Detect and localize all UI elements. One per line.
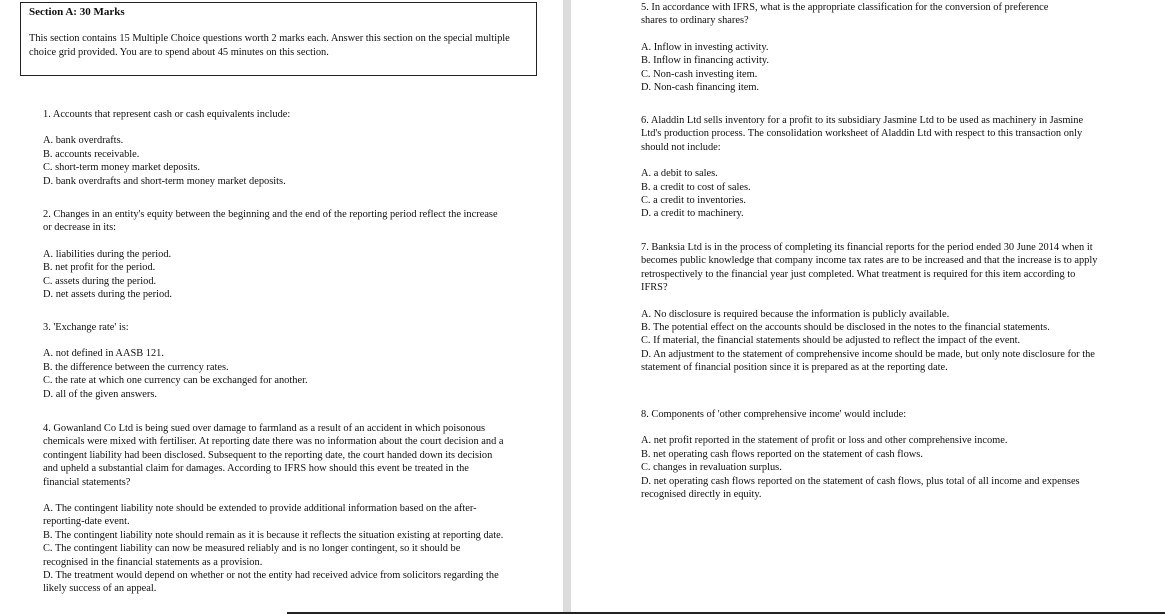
option-a: A. No disclosure is required because the information is publicly available. [641,308,950,320]
option-c: C. assets during the period. [43,275,157,287]
option-a: A. liabilities during the period. [43,248,172,260]
question-options [43,502,505,596]
option-b: B. net operating cash flows reported on the statement of cash flows. [641,448,923,460]
page-gutter [563,0,571,614]
question-options [641,41,1061,95]
question-3 [43,321,513,401]
question-options [641,434,1101,501]
option-b: B. The potential effect on the accounts should be disclosed in the notes to the financial statements. [641,322,1050,334]
option-d: D. Non-cash financing item. [641,82,760,94]
question-stem: 2. Changes in an entity's equity between the beginning and the end of the reporting period reflect the increase or decrease in its: [43,209,498,234]
question-1 [43,108,513,188]
question-8 [641,408,1101,501]
option-a: A. a debit to sales. [641,168,718,180]
section-title: Section A: 30 Marks [29,6,125,18]
question-stem: 8. Components of 'other comprehensive income' would include: [641,409,907,420]
option-c: C. changes in revaluation surplus. [641,462,782,474]
question-options [641,308,1101,375]
question-5 [641,1,1061,94]
option-d: D. An adjustment to the statement of comprehensive income should be made, but only note disclosure for the statement of financial position since it is prepared as at the reporting date. [641,348,1095,374]
question-options [43,248,505,302]
option-b: B. net profit for the period. [43,262,156,274]
option-d: D. a credit to machinery. [641,208,744,220]
option-b: B. the difference between the currency rates. [43,361,229,373]
option-d: D. all of the given answers. [43,388,157,400]
option-a: A. net profit reported in the statement of profit or loss and other comprehensive income. [641,435,1008,447]
question-stem: 4. Gowanland Co Ltd is being sued over damage to farmland as a result of an accident in which poisonous chemicals were mixed with fertiliser. At reporting date there was no information about the court decision and a contingent liability had been disclosed. Subsequent to the reporting date, the court handed down its decision and upheld a substantial claim for damages. According to IFRS how should this event be treated in the financial statements? [43,423,504,488]
question-stem: 6. Aladdin Ltd sells inventory for a profit to its subsidiary Jasmine Ltd to be used as machinery in Jasmine Ltd's production process. The consolidation worksheet of Aladdin Ltd with respect to this transaction only should not include: [641,115,1084,153]
option-d: D. net operating cash flows reported on the statement of cash flows, plus total of all income and expenses recognised directly in equity. [641,475,1080,501]
option-b: B. a credit to cost of sales. [641,181,751,193]
question-options [641,167,1101,221]
option-c: C. a credit to inventories. [641,195,747,207]
question-options [43,134,513,188]
option-d: D. The treatment would depend on whether or not the entity had received advice from solicitors regarding the likely success of an appeal. [43,570,499,595]
option-d: D. bank overdrafts and short-term money market deposits. [43,175,286,187]
question-stem: 1. Accounts that represent cash or cash equivalents include: [43,109,291,120]
question-stem: 3. 'Exchange rate' is: [43,322,129,333]
option-b: B. accounts receivable. [43,148,140,160]
option-b: B. Inflow in financing activity. [641,55,770,67]
section-description: This section contains 15 Multiple Choice questions worth 2 marks each. Answer this section on the special multiple choice grid provided. You are to spend about 45 minutes on this section. [29,33,510,58]
right-page [571,0,1165,614]
question-4 [43,422,505,596]
option-c: C. The contingent liability can now be measured reliably and is no longer contingent, so it should be recognised in the financial statements as a provision. [43,543,461,568]
question-2 [43,208,505,301]
question-stem: 5. In accordance with IFRS, what is the appropriate classification for the conversion of preference shares to ordinary shares? [641,2,1049,27]
option-d: D. net assets during the period. [43,289,172,301]
option-a: A. not defined in AASB 121. [43,348,164,360]
option-a: A. The contingent liability note should be extended to provide additional information based on the after-reporting-date event. [43,503,477,528]
left-page [0,0,563,614]
question-7 [641,241,1101,375]
option-c: C. short-term money market deposits. [43,162,200,174]
option-a: A. bank overdrafts. [43,135,124,147]
option-a: A. Inflow in investing activity. [641,41,769,53]
question-options [43,347,513,401]
option-c: C. the rate at which one currency can be exchanged for another. [43,375,308,387]
question-stem: 7. Banksia Ltd is in the process of completing its financial reports for the period ended 30 June 2014 when it becomes public knowledge that company income tax rates are to be increased and that the increase is to apply retrospectively to the financial year just completed. What treatment is required for this item according to IFRS? [641,242,1098,294]
option-c: C. If material, the financial statements should be adjusted to reflect the impact of the event. [641,335,1021,347]
section-header-box [20,2,537,76]
question-6 [641,114,1101,221]
option-b: B. The contingent liability note should remain as it is because it reflects the situation existing at reporting date. [43,529,504,541]
option-c: C. Non-cash investing item. [641,68,758,80]
